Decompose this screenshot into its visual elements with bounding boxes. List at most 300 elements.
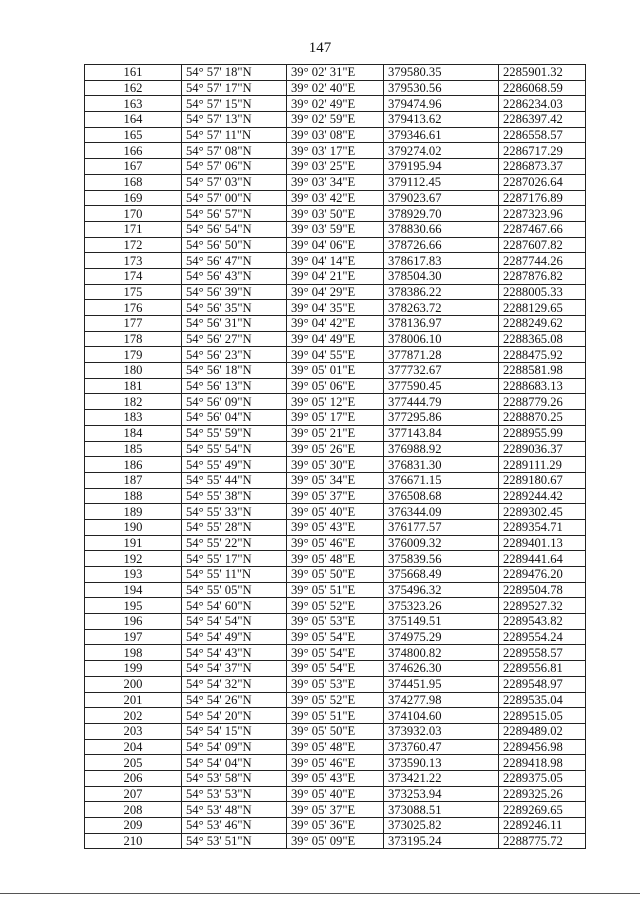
longitude-cell: 39° 05' 12"E xyxy=(287,394,384,410)
point-number-cell: 188 xyxy=(85,488,182,504)
longitude-cell: 39° 05' 37"E xyxy=(287,488,384,504)
longitude-cell: 39° 05' 52"E xyxy=(287,598,384,614)
point-number-cell: 207 xyxy=(85,786,182,802)
point-number-cell: 174 xyxy=(85,268,182,284)
x-coordinate-cell: 373421.22 xyxy=(384,770,499,786)
table-row xyxy=(85,519,586,535)
y-coordinate-cell: 2288870.25 xyxy=(499,410,586,426)
latitude-cell: 54° 53' 53"N xyxy=(182,786,287,802)
y-coordinate-cell: 2286397.42 xyxy=(499,112,586,128)
longitude-cell: 39° 03' 25"E xyxy=(287,159,384,175)
point-number-cell: 187 xyxy=(85,472,182,488)
latitude-cell: 54° 57' 08"N xyxy=(182,143,287,159)
y-coordinate-cell: 2289504.78 xyxy=(499,582,586,598)
table-row xyxy=(85,190,586,206)
x-coordinate-cell: 377444.79 xyxy=(384,394,499,410)
y-coordinate-cell: 2287744.26 xyxy=(499,253,586,269)
table-row xyxy=(85,833,586,849)
point-number-cell: 167 xyxy=(85,159,182,175)
x-coordinate-cell: 378263.72 xyxy=(384,300,499,316)
x-coordinate-cell: 373760.47 xyxy=(384,739,499,755)
point-number-cell: 170 xyxy=(85,206,182,222)
table-row xyxy=(85,567,586,583)
table-row xyxy=(85,739,586,755)
x-coordinate-cell: 377732.67 xyxy=(384,363,499,379)
latitude-cell: 54° 55' 44"N xyxy=(182,472,287,488)
point-number-cell: 180 xyxy=(85,363,182,379)
longitude-cell: 39° 05' 46"E xyxy=(287,755,384,771)
longitude-cell: 39° 03' 17"E xyxy=(287,143,384,159)
latitude-cell: 54° 55' 59"N xyxy=(182,425,287,441)
x-coordinate-cell: 374800.82 xyxy=(384,645,499,661)
x-coordinate-cell: 376177.57 xyxy=(384,519,499,535)
point-number-cell: 190 xyxy=(85,519,182,535)
y-coordinate-cell: 2289354.71 xyxy=(499,519,586,535)
y-coordinate-cell: 2288365.08 xyxy=(499,331,586,347)
longitude-cell: 39° 04' 21"E xyxy=(287,268,384,284)
longitude-cell: 39° 05' 26"E xyxy=(287,441,384,457)
latitude-cell: 54° 54' 26"N xyxy=(182,692,287,708)
x-coordinate-cell: 373195.24 xyxy=(384,833,499,849)
y-coordinate-cell: 2288955.99 xyxy=(499,425,586,441)
table-row xyxy=(85,504,586,520)
table-row xyxy=(85,770,586,786)
table-row xyxy=(85,535,586,551)
y-coordinate-cell: 2285901.32 xyxy=(499,65,586,81)
table-row xyxy=(85,96,586,112)
point-number-cell: 202 xyxy=(85,708,182,724)
point-number-cell: 204 xyxy=(85,739,182,755)
longitude-cell: 39° 04' 29"E xyxy=(287,284,384,300)
table-row xyxy=(85,786,586,802)
point-number-cell: 162 xyxy=(85,80,182,96)
latitude-cell: 54° 55' 38"N xyxy=(182,488,287,504)
latitude-cell: 54° 54' 20"N xyxy=(182,708,287,724)
latitude-cell: 54° 54' 54"N xyxy=(182,614,287,630)
y-coordinate-cell: 2289556.81 xyxy=(499,661,586,677)
longitude-cell: 39° 03' 50"E xyxy=(287,206,384,222)
y-coordinate-cell: 2289180.67 xyxy=(499,472,586,488)
longitude-cell: 39° 05' 51"E xyxy=(287,582,384,598)
point-number-cell: 194 xyxy=(85,582,182,598)
y-coordinate-cell: 2289418.98 xyxy=(499,755,586,771)
point-number-cell: 183 xyxy=(85,410,182,426)
longitude-cell: 39° 05' 54"E xyxy=(287,645,384,661)
x-coordinate-cell: 376344.09 xyxy=(384,504,499,520)
latitude-cell: 54° 56' 31"N xyxy=(182,316,287,332)
point-number-cell: 179 xyxy=(85,347,182,363)
x-coordinate-cell: 377143.84 xyxy=(384,425,499,441)
x-coordinate-cell: 379530.56 xyxy=(384,80,499,96)
coordinates-table-body xyxy=(85,65,586,849)
y-coordinate-cell: 2286234.03 xyxy=(499,96,586,112)
latitude-cell: 54° 56' 43"N xyxy=(182,268,287,284)
table-row xyxy=(85,127,586,143)
table-row xyxy=(85,143,586,159)
longitude-cell: 39° 05' 36"E xyxy=(287,818,384,834)
table-row xyxy=(85,80,586,96)
latitude-cell: 54° 55' 05"N xyxy=(182,582,287,598)
table-row xyxy=(85,723,586,739)
table-row xyxy=(85,614,586,630)
point-number-cell: 164 xyxy=(85,112,182,128)
latitude-cell: 54° 57' 17"N xyxy=(182,80,287,96)
latitude-cell: 54° 57' 00"N xyxy=(182,190,287,206)
latitude-cell: 54° 56' 27"N xyxy=(182,331,287,347)
longitude-cell: 39° 05' 48"E xyxy=(287,551,384,567)
table-row xyxy=(85,394,586,410)
table-row xyxy=(85,755,586,771)
y-coordinate-cell: 2286068.59 xyxy=(499,80,586,96)
x-coordinate-cell: 379112.45 xyxy=(384,174,499,190)
y-coordinate-cell: 2288249.62 xyxy=(499,316,586,332)
y-coordinate-cell: 2289554.24 xyxy=(499,629,586,645)
y-coordinate-cell: 2287176.89 xyxy=(499,190,586,206)
point-number-cell: 203 xyxy=(85,723,182,739)
y-coordinate-cell: 2289246.11 xyxy=(499,818,586,834)
point-number-cell: 182 xyxy=(85,394,182,410)
latitude-cell: 54° 55' 17"N xyxy=(182,551,287,567)
y-coordinate-cell: 2288779.26 xyxy=(499,394,586,410)
latitude-cell: 54° 55' 11"N xyxy=(182,567,287,583)
longitude-cell: 39° 05' 46"E xyxy=(287,535,384,551)
x-coordinate-cell: 375839.56 xyxy=(384,551,499,567)
y-coordinate-cell: 2289558.57 xyxy=(499,645,586,661)
y-coordinate-cell: 2289111.29 xyxy=(499,457,586,473)
x-coordinate-cell: 374626.30 xyxy=(384,661,499,677)
longitude-cell: 39° 05' 30"E xyxy=(287,457,384,473)
longitude-cell: 39° 05' 17"E xyxy=(287,410,384,426)
table-row xyxy=(85,159,586,175)
y-coordinate-cell: 2286717.29 xyxy=(499,143,586,159)
longitude-cell: 39° 05' 43"E xyxy=(287,770,384,786)
latitude-cell: 54° 56' 50"N xyxy=(182,237,287,253)
table-row xyxy=(85,268,586,284)
longitude-cell: 39° 05' 54"E xyxy=(287,629,384,645)
x-coordinate-cell: 374975.29 xyxy=(384,629,499,645)
latitude-cell: 54° 56' 57"N xyxy=(182,206,287,222)
latitude-cell: 54° 55' 49"N xyxy=(182,457,287,473)
x-coordinate-cell: 378504.30 xyxy=(384,268,499,284)
x-coordinate-cell: 376831.30 xyxy=(384,457,499,473)
longitude-cell: 39° 05' 52"E xyxy=(287,692,384,708)
latitude-cell: 54° 56' 18"N xyxy=(182,363,287,379)
latitude-cell: 54° 57' 11"N xyxy=(182,127,287,143)
point-number-cell: 199 xyxy=(85,661,182,677)
table-row xyxy=(85,65,586,81)
longitude-cell: 39° 03' 42"E xyxy=(287,190,384,206)
latitude-cell: 54° 53' 51"N xyxy=(182,833,287,849)
point-number-cell: 177 xyxy=(85,316,182,332)
table-row xyxy=(85,472,586,488)
table-row xyxy=(85,378,586,394)
longitude-cell: 39° 04' 35"E xyxy=(287,300,384,316)
latitude-cell: 54° 56' 35"N xyxy=(182,300,287,316)
point-number-cell: 197 xyxy=(85,629,182,645)
table-row xyxy=(85,331,586,347)
latitude-cell: 54° 53' 48"N xyxy=(182,802,287,818)
longitude-cell: 39° 05' 01"E xyxy=(287,363,384,379)
latitude-cell: 54° 54' 09"N xyxy=(182,739,287,755)
point-number-cell: 184 xyxy=(85,425,182,441)
latitude-cell: 54° 56' 39"N xyxy=(182,284,287,300)
y-coordinate-cell: 2289269.65 xyxy=(499,802,586,818)
latitude-cell: 54° 56' 04"N xyxy=(182,410,287,426)
point-number-cell: 165 xyxy=(85,127,182,143)
table-row xyxy=(85,802,586,818)
x-coordinate-cell: 379346.61 xyxy=(384,127,499,143)
x-coordinate-cell: 373088.51 xyxy=(384,802,499,818)
latitude-cell: 54° 53' 58"N xyxy=(182,770,287,786)
longitude-cell: 39° 04' 06"E xyxy=(287,237,384,253)
latitude-cell: 54° 56' 54"N xyxy=(182,221,287,237)
point-number-cell: 166 xyxy=(85,143,182,159)
point-number-cell: 161 xyxy=(85,65,182,81)
y-coordinate-cell: 2289244.42 xyxy=(499,488,586,504)
latitude-cell: 54° 55' 22"N xyxy=(182,535,287,551)
x-coordinate-cell: 378006.10 xyxy=(384,331,499,347)
scan-border-line xyxy=(0,893,640,894)
y-coordinate-cell: 2286558.57 xyxy=(499,127,586,143)
y-coordinate-cell: 2287026.64 xyxy=(499,174,586,190)
table-row xyxy=(85,174,586,190)
longitude-cell: 39° 04' 49"E xyxy=(287,331,384,347)
table-row xyxy=(85,582,586,598)
x-coordinate-cell: 379474.96 xyxy=(384,96,499,112)
y-coordinate-cell: 2289456.98 xyxy=(499,739,586,755)
x-coordinate-cell: 377590.45 xyxy=(384,378,499,394)
x-coordinate-cell: 375149.51 xyxy=(384,614,499,630)
x-coordinate-cell: 379195.94 xyxy=(384,159,499,175)
latitude-cell: 54° 56' 47"N xyxy=(182,253,287,269)
x-coordinate-cell: 376988.92 xyxy=(384,441,499,457)
latitude-cell: 54° 55' 28"N xyxy=(182,519,287,535)
table-row xyxy=(85,661,586,677)
y-coordinate-cell: 2288581.98 xyxy=(499,363,586,379)
longitude-cell: 39° 03' 59"E xyxy=(287,221,384,237)
longitude-cell: 39° 05' 53"E xyxy=(287,676,384,692)
x-coordinate-cell: 374104.60 xyxy=(384,708,499,724)
table-row xyxy=(85,488,586,504)
y-coordinate-cell: 2288475.92 xyxy=(499,347,586,363)
point-number-cell: 210 xyxy=(85,833,182,849)
latitude-cell: 54° 56' 09"N xyxy=(182,394,287,410)
x-coordinate-cell: 376508.68 xyxy=(384,488,499,504)
latitude-cell: 54° 54' 49"N xyxy=(182,629,287,645)
table-row xyxy=(85,253,586,269)
table-row xyxy=(85,316,586,332)
latitude-cell: 54° 54' 43"N xyxy=(182,645,287,661)
longitude-cell: 39° 05' 40"E xyxy=(287,504,384,520)
x-coordinate-cell: 373025.82 xyxy=(384,818,499,834)
x-coordinate-cell: 375496.32 xyxy=(384,582,499,598)
table-row xyxy=(85,708,586,724)
y-coordinate-cell: 2287323.96 xyxy=(499,206,586,222)
x-coordinate-cell: 375668.49 xyxy=(384,567,499,583)
x-coordinate-cell: 379023.67 xyxy=(384,190,499,206)
point-number-cell: 208 xyxy=(85,802,182,818)
latitude-cell: 54° 57' 03"N xyxy=(182,174,287,190)
table-row xyxy=(85,112,586,128)
x-coordinate-cell: 376009.32 xyxy=(384,535,499,551)
y-coordinate-cell: 2286873.37 xyxy=(499,159,586,175)
point-number-cell: 206 xyxy=(85,770,182,786)
x-coordinate-cell: 377871.28 xyxy=(384,347,499,363)
x-coordinate-cell: 377295.86 xyxy=(384,410,499,426)
page-number: 147 xyxy=(308,40,332,56)
table-row xyxy=(85,676,586,692)
table-row xyxy=(85,692,586,708)
x-coordinate-cell: 378830.66 xyxy=(384,221,499,237)
point-number-cell: 195 xyxy=(85,598,182,614)
table-row xyxy=(85,221,586,237)
latitude-cell: 54° 54' 32"N xyxy=(182,676,287,692)
longitude-cell: 39° 04' 55"E xyxy=(287,347,384,363)
longitude-cell: 39° 02' 40"E xyxy=(287,80,384,96)
point-number-cell: 169 xyxy=(85,190,182,206)
latitude-cell: 54° 54' 60"N xyxy=(182,598,287,614)
y-coordinate-cell: 2287607.82 xyxy=(499,237,586,253)
y-coordinate-cell: 2289515.05 xyxy=(499,708,586,724)
y-coordinate-cell: 2287876.82 xyxy=(499,268,586,284)
y-coordinate-cell: 2288005.33 xyxy=(499,284,586,300)
latitude-cell: 54° 55' 33"N xyxy=(182,504,287,520)
y-coordinate-cell: 2289036.37 xyxy=(499,441,586,457)
point-number-cell: 200 xyxy=(85,676,182,692)
table-row xyxy=(85,551,586,567)
x-coordinate-cell: 379580.35 xyxy=(384,65,499,81)
table-row xyxy=(85,441,586,457)
y-coordinate-cell: 2288683.13 xyxy=(499,378,586,394)
y-coordinate-cell: 2289401.13 xyxy=(499,535,586,551)
latitude-cell: 54° 54' 37"N xyxy=(182,661,287,677)
point-number-cell: 181 xyxy=(85,378,182,394)
y-coordinate-cell: 2289441.64 xyxy=(499,551,586,567)
point-number-cell: 209 xyxy=(85,818,182,834)
point-number-cell: 172 xyxy=(85,237,182,253)
point-number-cell: 198 xyxy=(85,645,182,661)
x-coordinate-cell: 378726.66 xyxy=(384,237,499,253)
longitude-cell: 39° 05' 06"E xyxy=(287,378,384,394)
table-row xyxy=(85,410,586,426)
point-number-cell: 193 xyxy=(85,567,182,583)
longitude-cell: 39° 05' 51"E xyxy=(287,708,384,724)
y-coordinate-cell: 2289535.04 xyxy=(499,692,586,708)
longitude-cell: 39° 05' 50"E xyxy=(287,723,384,739)
point-number-cell: 186 xyxy=(85,457,182,473)
latitude-cell: 54° 57' 18"N xyxy=(182,65,287,81)
longitude-cell: 39° 03' 08"E xyxy=(287,127,384,143)
table-row xyxy=(85,206,586,222)
point-number-cell: 173 xyxy=(85,253,182,269)
point-number-cell: 189 xyxy=(85,504,182,520)
longitude-cell: 39° 05' 48"E xyxy=(287,739,384,755)
x-coordinate-cell: 378386.22 xyxy=(384,284,499,300)
latitude-cell: 54° 54' 15"N xyxy=(182,723,287,739)
x-coordinate-cell: 373932.03 xyxy=(384,723,499,739)
table-row xyxy=(85,457,586,473)
table-row xyxy=(85,598,586,614)
table-row xyxy=(85,818,586,834)
y-coordinate-cell: 2288129.65 xyxy=(499,300,586,316)
point-number-cell: 201 xyxy=(85,692,182,708)
point-number-cell: 168 xyxy=(85,174,182,190)
longitude-cell: 39° 02' 49"E xyxy=(287,96,384,112)
table-row xyxy=(85,363,586,379)
longitude-cell: 39° 02' 59"E xyxy=(287,112,384,128)
x-coordinate-cell: 379413.62 xyxy=(384,112,499,128)
x-coordinate-cell: 374451.95 xyxy=(384,676,499,692)
y-coordinate-cell: 2289489.02 xyxy=(499,723,586,739)
longitude-cell: 39° 05' 54"E xyxy=(287,661,384,677)
y-coordinate-cell: 2289325.26 xyxy=(499,786,586,802)
longitude-cell: 39° 05' 43"E xyxy=(287,519,384,535)
x-coordinate-cell: 375323.26 xyxy=(384,598,499,614)
longitude-cell: 39° 05' 40"E xyxy=(287,786,384,802)
y-coordinate-cell: 2289527.32 xyxy=(499,598,586,614)
latitude-cell: 54° 54' 04"N xyxy=(182,755,287,771)
point-number-cell: 176 xyxy=(85,300,182,316)
y-coordinate-cell: 2289302.45 xyxy=(499,504,586,520)
x-coordinate-cell: 374277.98 xyxy=(384,692,499,708)
y-coordinate-cell: 2289476.20 xyxy=(499,567,586,583)
x-coordinate-cell: 378136.97 xyxy=(384,316,499,332)
table-row xyxy=(85,237,586,253)
table-row xyxy=(85,284,586,300)
x-coordinate-cell: 379274.02 xyxy=(384,143,499,159)
table-row xyxy=(85,425,586,441)
longitude-cell: 39° 05' 53"E xyxy=(287,614,384,630)
longitude-cell: 39° 05' 09"E xyxy=(287,833,384,849)
x-coordinate-cell: 376671.15 xyxy=(384,472,499,488)
y-coordinate-cell: 2289375.05 xyxy=(499,770,586,786)
longitude-cell: 39° 03' 34"E xyxy=(287,174,384,190)
point-number-cell: 185 xyxy=(85,441,182,457)
point-number-cell: 196 xyxy=(85,614,182,630)
latitude-cell: 54° 57' 15"N xyxy=(182,96,287,112)
table-row xyxy=(85,300,586,316)
y-coordinate-cell: 2289548.97 xyxy=(499,676,586,692)
x-coordinate-cell: 378617.83 xyxy=(384,253,499,269)
latitude-cell: 54° 56' 13"N xyxy=(182,378,287,394)
table-row xyxy=(85,347,586,363)
y-coordinate-cell: 2289543.82 xyxy=(499,614,586,630)
longitude-cell: 39° 04' 14"E xyxy=(287,253,384,269)
latitude-cell: 54° 57' 13"N xyxy=(182,112,287,128)
point-number-cell: 205 xyxy=(85,755,182,771)
point-number-cell: 178 xyxy=(85,331,182,347)
latitude-cell: 54° 57' 06"N xyxy=(182,159,287,175)
latitude-cell: 54° 55' 54"N xyxy=(182,441,287,457)
y-coordinate-cell: 2287467.66 xyxy=(499,221,586,237)
point-number-cell: 163 xyxy=(85,96,182,112)
longitude-cell: 39° 04' 42"E xyxy=(287,316,384,332)
y-coordinate-cell: 2288775.72 xyxy=(499,833,586,849)
coordinates-table xyxy=(84,64,586,849)
x-coordinate-cell: 378929.70 xyxy=(384,206,499,222)
latitude-cell: 54° 56' 23"N xyxy=(182,347,287,363)
longitude-cell: 39° 05' 21"E xyxy=(287,425,384,441)
longitude-cell: 39° 05' 34"E xyxy=(287,472,384,488)
table-row xyxy=(85,645,586,661)
point-number-cell: 175 xyxy=(85,284,182,300)
longitude-cell: 39° 05' 50"E xyxy=(287,567,384,583)
point-number-cell: 171 xyxy=(85,221,182,237)
table-row xyxy=(85,629,586,645)
x-coordinate-cell: 373253.94 xyxy=(384,786,499,802)
x-coordinate-cell: 373590.13 xyxy=(384,755,499,771)
longitude-cell: 39° 02' 31"E xyxy=(287,65,384,81)
